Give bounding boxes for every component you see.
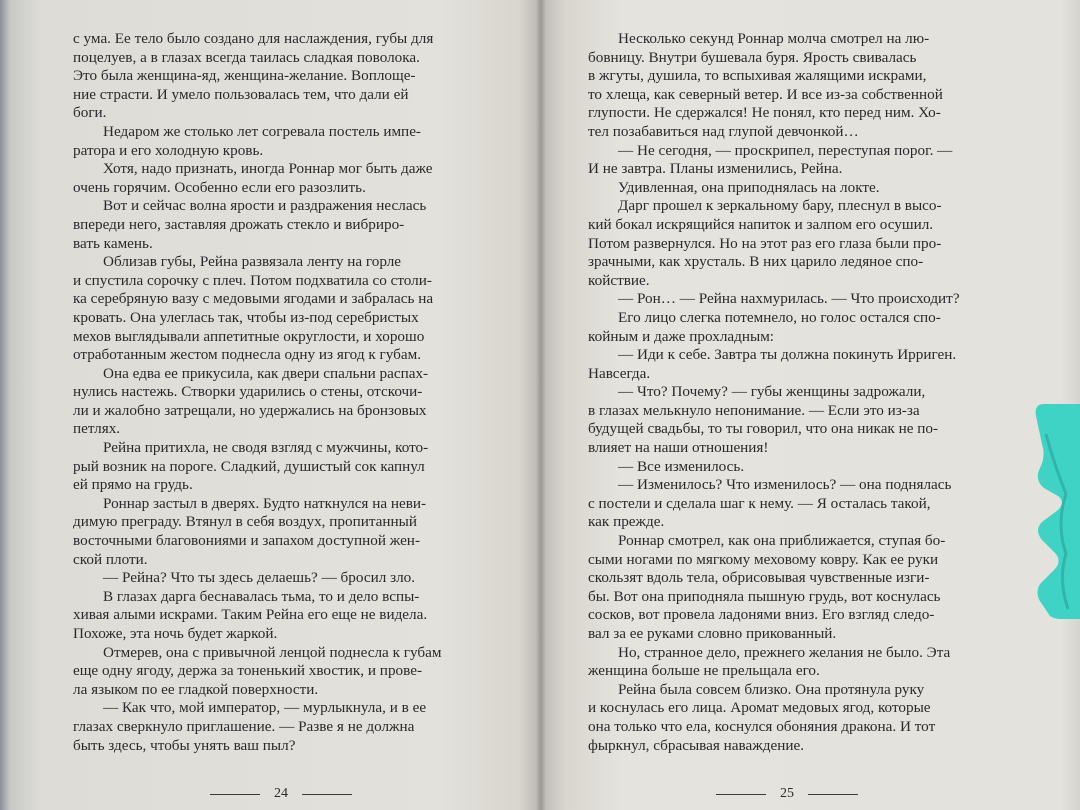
- text-line: Роннар застыл в дверях. Будто наткнулся на неви-: [103, 494, 427, 512]
- text-line: тел позабавиться над глупой девчонкой…: [588, 122, 859, 140]
- text-line: И не завтра. Планы изменились, Рейна.: [588, 160, 843, 178]
- text-line: Облизав губы, Рейна развязала ленту на горле: [103, 253, 402, 271]
- text-line: сосков, вот провела ладонями вниз. Его взгляд следо-: [588, 606, 935, 624]
- text-line: скользят вдоль тела, обрисовывая чувственные изги-: [588, 569, 930, 587]
- text-line: Она едва ее прикусила, как двери спальни распах-: [103, 364, 429, 382]
- text-line: — Что? Почему? — губы женщины задрожали,: [618, 383, 926, 401]
- text-line: Потом развернулся. Но на этот раз его глаза были про-: [588, 234, 942, 252]
- text-line: поцелуев, а в глазах всегда таилась сладкая поволока.: [73, 48, 420, 66]
- text-line: ской плоти.: [73, 550, 148, 568]
- text-line: хивая алыми искрами. Таким Рейна его еще не видела.: [73, 606, 428, 624]
- text-line: бы. Вот она приподняла пышную грудь, вот коснулась: [588, 587, 941, 605]
- text-line: глазах сверкнуло приглашение. — Разве я не должна: [73, 717, 415, 735]
- text-line: нулись настежь. Створки ударились о стены, отскочи-: [73, 383, 423, 401]
- text-line: и спустила сорочку с плеч. Потом подхватила со столи-: [73, 271, 432, 289]
- text-line: Роннар смотрел, как она приближается, ступая бо-: [618, 532, 946, 550]
- page-number-right: [716, 786, 858, 802]
- text-line: глупости. Не сдержался! Не понял, кто перед ним. Хо-: [588, 104, 941, 122]
- text-line: В глазах дарга беснавалась тьма, то и дело вспы-: [103, 587, 420, 605]
- text-line: Рейна притихла, не сводя взгляд с мужчины, кото-: [103, 439, 429, 457]
- text-line: Рейна была совсем близко. Она протянула руку: [618, 680, 925, 698]
- text-line: будущей свадьбы, то ты говорил, что она никак не по-: [588, 420, 939, 438]
- text-line: Отмерев, она с привычной ленцой поднесла к губам: [103, 643, 442, 661]
- text-line: — Рейна? Что ты здесь делаешь? — бросил зло.: [103, 569, 416, 587]
- text-line: ла языком по ее гладкой поверхности.: [73, 680, 319, 698]
- text-line: — Все изменилось.: [618, 457, 745, 475]
- text-line: — Иди к себе. Завтра ты должна покинуть Ирриген.: [618, 346, 957, 364]
- text-line: койствие.: [588, 271, 650, 289]
- page-number-left: [210, 786, 352, 802]
- text-line: восточными благовониями и запахом доступной жен-: [73, 532, 420, 550]
- text-line: женщина больше не прельщала его.: [588, 662, 820, 680]
- text-line: бовницу. Внутри бушевала буря. Ярость свивалась: [588, 48, 917, 66]
- text-line: впереди него, заставляя дрожать стекло и вибриро-: [73, 215, 405, 233]
- text-line: быть здесь, чтобы унять ваш пыл?: [73, 736, 296, 754]
- page-number-text: 24: [274, 786, 288, 801]
- text-line: влияет на наши отношения!: [588, 439, 769, 457]
- text-line: она только что ела, коснулся обоняния дракона. И тот: [588, 717, 936, 735]
- right-page-text: [588, 30, 1038, 755]
- text-line: мехов выглядывали аппетитные округлости, и хорошо: [73, 327, 425, 345]
- text-line: боги.: [73, 104, 107, 122]
- text-line: и коснулась его лица. Аромат медовых ягод, которые: [588, 699, 931, 717]
- text-line: петлях.: [73, 420, 121, 438]
- text-line: Дарг прошел к зеркальному бару, плеснул в высо-: [618, 197, 942, 215]
- left-page-text: [73, 30, 501, 755]
- text-line: Это была женщина-яд, женщина-желание. Воплоще-: [73, 67, 416, 85]
- text-line: с постели и сделала шаг к нему. — Я осталась такой,: [588, 494, 931, 512]
- text-line: вал за ее руками словно прикованный.: [588, 625, 837, 642]
- binder-clip-icon: [1032, 404, 1080, 619]
- text-line: Но, странное дело, прежнего желания не было. Эта: [618, 643, 951, 661]
- text-line: Недаром же столько лет согревала постель импе-: [103, 122, 421, 140]
- text-line: рый возник на пороге. Сладкий, душистый сок капнул: [73, 457, 425, 475]
- text-line: сыми ногами по мягкому меховому ковру. Как ее руки: [588, 550, 939, 568]
- text-line: ка серебряную вазу с медовыми ягодами и забралась на: [73, 290, 434, 308]
- text-line: ли и жалобно затрещали, но удержались на бронзовых: [73, 401, 427, 419]
- text-line: Хотя, надо признать, иногда Роннар мог быть даже: [103, 160, 433, 178]
- text-line: в жгуты, душила, то вспыхивая жалящими искрами,: [588, 67, 927, 85]
- text-line: Удивленная, она приподнялась на локте.: [618, 178, 880, 196]
- text-line: — Рон… — Рейна нахмурилась. — Что происходит?: [618, 290, 960, 308]
- text-line: кровать. Она улеглась так, чтобы из-под серебристых: [73, 308, 419, 326]
- text-line: в глазах мелькнуло непонимание. — Если это из-за: [588, 401, 920, 419]
- text-line: как прежде.: [588, 513, 665, 531]
- text-line: отработанным жестом поднесла одну из ягод к губам.: [73, 346, 422, 364]
- text-line: — Изменилось? Что изменилось? — она поднялась: [618, 476, 952, 494]
- text-line: ей прямо на грудь.: [73, 476, 193, 494]
- folio-rule: [210, 794, 260, 795]
- text-line: то хлеща, как северный ветер. И все из-за собственной: [588, 85, 943, 103]
- text-line: зрачными, как хрусталь. В них царило ледяное спо-: [588, 253, 924, 271]
- folio-rule: [808, 794, 858, 795]
- text-line: с ума. Ее тело было создано для наслаждения, губы для: [73, 30, 434, 47]
- text-line: еще одну ягоду, держа за тоненький хвостик, и прове-: [73, 662, 423, 680]
- clip-body: [1036, 404, 1080, 619]
- folio-rule: [302, 794, 352, 795]
- right-page: [541, 0, 1080, 810]
- text-line: фыркнул, сбрасывая наваждение.: [588, 736, 805, 754]
- text-line: очень горячим. Особенно если его разозлить.: [73, 178, 366, 196]
- text-line: кий бокал искрящийся напиток и залпом его осушил.: [588, 215, 934, 233]
- book-gutter: [536, 0, 546, 810]
- text-line: Вот и сейчас волна ярости и раздражения неслась: [103, 197, 427, 215]
- text-line: койным и даже прохладным:: [588, 327, 775, 345]
- text-line: — Не сегодня, — проскрипел, переступая порог. —: [618, 141, 953, 159]
- folio-rule: [716, 794, 766, 795]
- text-line: димую преграду. Втянул в себя воздух, пропитанный: [73, 513, 417, 531]
- text-line: вать камень.: [73, 234, 153, 252]
- text-line: Похоже, эта ночь будет жаркой.: [73, 625, 278, 642]
- text-line: ние страсти. И умело пользовалась тем, что дали ей: [73, 85, 409, 103]
- text-line: Несколько секунд Роннар молча смотрел на лю-: [618, 30, 930, 47]
- text-line: ратора и его холодную кровь.: [73, 141, 264, 159]
- text-line: — Как что, мой император, — мурлыкнула, и в ее: [103, 699, 427, 717]
- page-number-text: 25: [780, 786, 794, 801]
- text-line: Навсегда.: [588, 364, 651, 382]
- text-line: Его лицо слегка потемнело, но голос остался спо-: [618, 308, 941, 326]
